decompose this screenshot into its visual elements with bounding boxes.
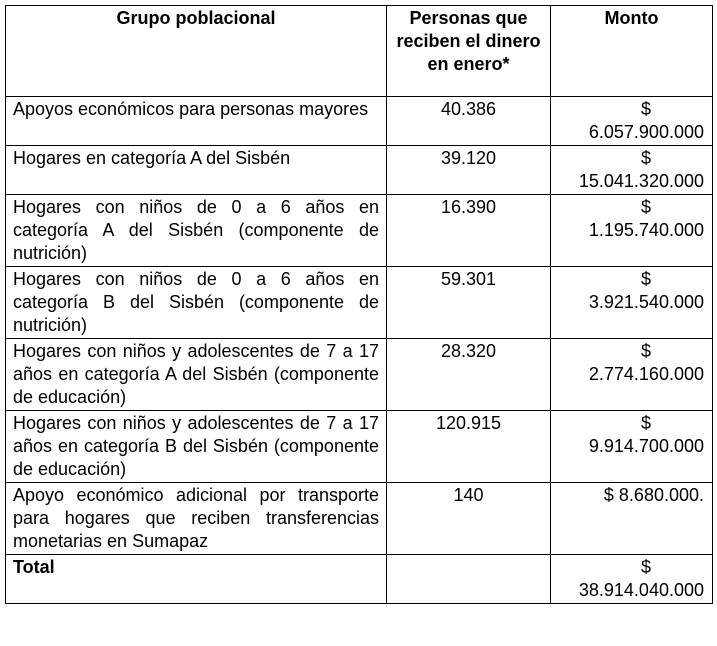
total-label: Total bbox=[6, 555, 387, 604]
monto-value: 2.774.160.000 bbox=[588, 364, 704, 384]
monto-cell bbox=[551, 411, 713, 483]
header-grupo: Grupo poblacional bbox=[6, 6, 387, 97]
personas-cell: 59.301 bbox=[387, 267, 551, 339]
monto-cell bbox=[551, 97, 713, 146]
table-row bbox=[6, 97, 713, 146]
grupo-cell: Apoyos económicos para personas mayores bbox=[6, 97, 387, 146]
monto-cell bbox=[551, 267, 713, 339]
personas-cell: 39.120 bbox=[387, 146, 551, 195]
table-row bbox=[6, 267, 713, 339]
personas-cell: 120.915 bbox=[387, 411, 551, 483]
table-body bbox=[6, 97, 713, 604]
currency-symbol: $ bbox=[640, 341, 651, 361]
monto-cell bbox=[551, 146, 713, 195]
monto-cell bbox=[551, 483, 713, 555]
total-personas-cell bbox=[387, 555, 551, 604]
transfers-table bbox=[5, 5, 713, 604]
monto-value: 6.057.900.000 bbox=[588, 122, 704, 142]
monto-cell bbox=[551, 195, 713, 267]
header-monto: Monto bbox=[551, 6, 713, 97]
personas-cell: 16.390 bbox=[387, 195, 551, 267]
table-row bbox=[6, 195, 713, 267]
currency-symbol: $ bbox=[640, 269, 651, 289]
currency-symbol: $ bbox=[640, 557, 651, 577]
table-row bbox=[6, 339, 713, 411]
personas-cell: 40.386 bbox=[387, 97, 551, 146]
grupo-cell: Hogares en categoría A del Sisbén bbox=[6, 146, 387, 195]
monto-cell bbox=[551, 339, 713, 411]
total-monto-cell bbox=[551, 555, 713, 604]
header-personas: Personas que reciben el dinero en enero* bbox=[387, 6, 551, 97]
grupo-cell: Hogares con niños y adolescentes de 7 a 17 años en categoría A del Sisbén (componente de educación) bbox=[6, 339, 387, 411]
monto-value: 3.921.540.000 bbox=[588, 292, 704, 312]
header-row bbox=[6, 6, 713, 97]
grupo-cell: Hogares con niños de 0 a 6 años en categoría B del Sisbén (componente de nutrición) bbox=[6, 267, 387, 339]
table-row bbox=[6, 146, 713, 195]
table-header bbox=[6, 6, 713, 97]
grupo-cell: Hogares con niños y adolescentes de 7 a 17 años en categoría B del Sisbén (componente de educación) bbox=[6, 411, 387, 483]
table-row bbox=[6, 483, 713, 555]
grupo-cell: Hogares con niños de 0 a 6 años en categoría A del Sisbén (componente de nutrición) bbox=[6, 195, 387, 267]
table-row bbox=[6, 411, 713, 483]
currency-symbol: $ bbox=[640, 99, 651, 119]
total-monto-value: 38.914.040.000 bbox=[578, 580, 704, 600]
monto-value: 9.914.700.000 bbox=[588, 436, 704, 456]
monto-value: $ 8.680.000. bbox=[603, 485, 704, 505]
currency-symbol: $ bbox=[640, 148, 651, 168]
personas-cell: 28.320 bbox=[387, 339, 551, 411]
personas-cell: 140 bbox=[387, 483, 551, 555]
monto-value: 1.195.740.000 bbox=[588, 220, 704, 240]
grupo-cell: Apoyo económico adicional por transporte para hogares que reciben transferencias monetarias en Sumapaz bbox=[6, 483, 387, 555]
currency-symbol: $ bbox=[640, 413, 651, 433]
monto-value: 15.041.320.000 bbox=[578, 171, 704, 191]
currency-symbol: $ bbox=[640, 197, 651, 217]
total-row bbox=[6, 555, 713, 604]
